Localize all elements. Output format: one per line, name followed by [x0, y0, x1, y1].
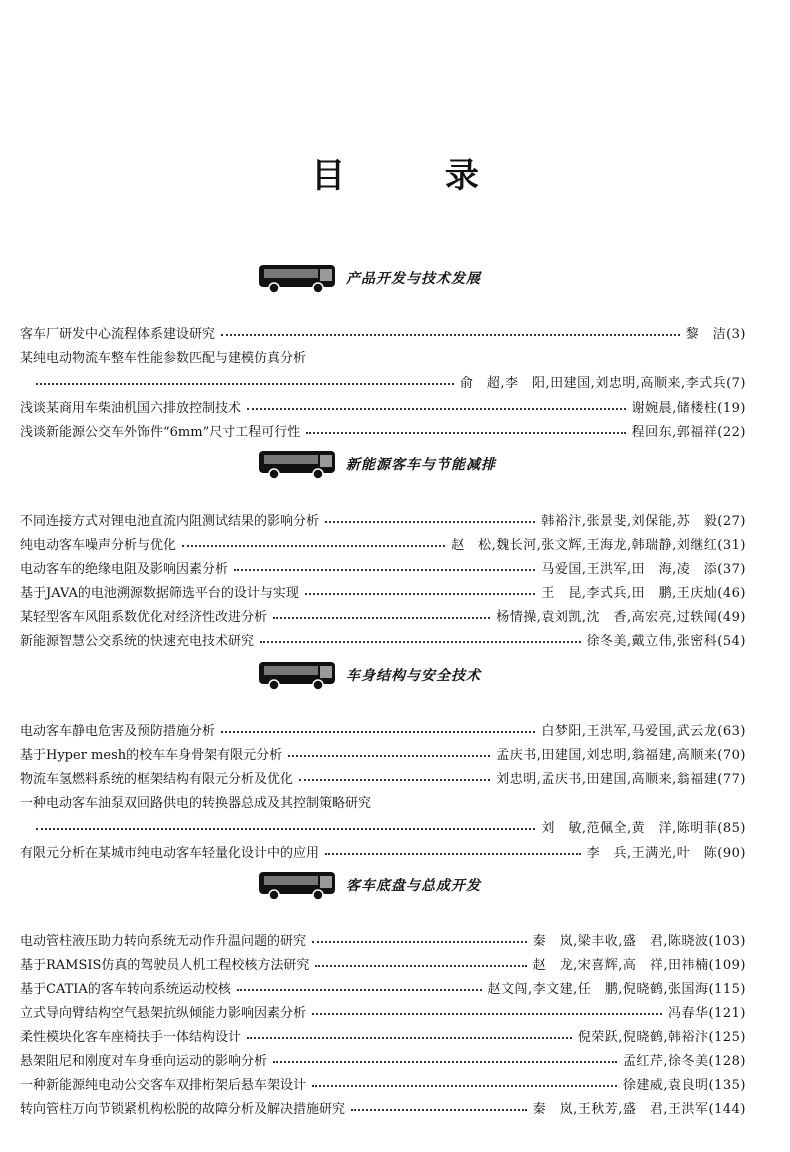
entry-title: 某纯电动物流车整车性能参数匹配与建模仿真分析 — [20, 350, 307, 366]
entry-title: 一种新能源纯电动公交客车双排桁架后悬车架设计 — [20, 1077, 307, 1093]
entry-title: 物流车氢燃料系统的框架结构有限元分析及优化 — [20, 771, 294, 787]
toc-entry[interactable] — [20, 345, 746, 367]
entry-authors-page: 赵 松,魏长河,张文辉,王海龙,韩瑞静,刘继红(31) — [451, 537, 746, 553]
leader-dots — [247, 1037, 572, 1039]
leader-dots — [306, 432, 625, 434]
toc-entry[interactable] — [20, 1024, 746, 1046]
entry-authors-page: 白梦阳,王洪军,马爱国,武云龙(63) — [541, 723, 746, 739]
leader-dots — [221, 334, 680, 336]
toc-entry[interactable] — [20, 976, 746, 998]
entry-title: 基于RAMSIS仿真的驾驶员人机工程校核方法研究 — [20, 957, 310, 973]
entry-authors-page: 秦 岚,梁丰收,盛 君,陈晓波(103) — [532, 933, 746, 949]
toc-entry[interactable] — [20, 790, 746, 812]
entry-title: 某轻型客车风阻系数优化对经济性改进分析 — [20, 609, 268, 625]
entry-authors-page: 韩裕汴,张景斐,刘保能,苏 毅(27) — [541, 513, 746, 529]
entry-authors-page: 马爱国,王洪军,田 海,凌 添(37) — [541, 561, 746, 577]
entry-authors-page: 谢婉晨,储楼柱(19) — [631, 400, 746, 416]
entry-title: 基于JAVA的电池溯源数据筛选平台的设计与实现 — [20, 585, 299, 601]
bus-icon — [258, 262, 336, 294]
toc-entry[interactable] — [20, 928, 746, 950]
toc-entry[interactable] — [20, 556, 746, 578]
entry-title: 基于CATIA的客车转向系统运动校核 — [20, 981, 231, 997]
section-title: 产品开发与技术发展 — [346, 271, 481, 287]
toc-entry[interactable] — [20, 580, 746, 602]
leader-dots — [260, 641, 581, 643]
toc-entry[interactable] — [20, 1000, 746, 1022]
entry-authors-page: 程回东,郭福祥(22) — [631, 424, 746, 440]
entry-authors-page: 黎 洁(3) — [685, 326, 746, 342]
entry-title: 纯电动客车噪声分析与优化 — [20, 537, 177, 553]
leader-dots — [325, 853, 581, 855]
section-title: 车身结构与安全技术 — [346, 668, 481, 684]
leader-dots — [273, 1061, 617, 1063]
entry-title: 悬架阻尼和刚度对车身垂向运动的影响分析 — [20, 1053, 268, 1069]
toc-entry-continuation — [36, 815, 746, 837]
entry-authors-page: 秦 岚,王秋芳,盛 君,王洪军(144) — [532, 1101, 746, 1117]
toc-entry[interactable] — [20, 840, 746, 862]
leader-dots — [312, 1085, 617, 1087]
section-header — [258, 865, 481, 905]
entry-title: 立式导向臂结构空气悬架抗纵倾能力影响因素分析 — [20, 1005, 307, 1021]
entry-title: 客车厂研发中心流程体系建设研究 — [20, 326, 216, 342]
toc-entry[interactable] — [20, 321, 746, 343]
leader-dots — [312, 941, 527, 943]
toc-entry[interactable] — [20, 604, 746, 626]
leader-dots — [305, 593, 536, 595]
entry-authors-page: 刘忠明,孟庆书,田建国,高顺来,翁福建(77) — [496, 771, 746, 787]
section-title: 客车底盘与总成开发 — [346, 878, 481, 894]
toc-entry-continuation — [36, 370, 746, 392]
entry-authors-page: 赵文闯,李文建,任 鹏,倪晓鹤,张国海(115) — [487, 981, 746, 997]
leader-dots — [351, 1109, 527, 1111]
leader-dots — [221, 731, 535, 733]
bus-icon — [258, 448, 336, 480]
entry-title: 浅谈新能源公交车外饰件“6mm”尺寸工程可行性 — [20, 424, 301, 440]
section-title: 新能源客车与节能减排 — [346, 457, 496, 473]
entry-authors-page: 冯春华(121) — [668, 1005, 746, 1021]
entry-title: 电动客车静电危害及预防措施分析 — [20, 723, 216, 739]
entry-title: 不同连接方式对锂电池直流内阻测试结果的影响分析 — [20, 513, 320, 529]
section-header — [258, 655, 481, 695]
leader-dots — [182, 545, 445, 547]
toc-entry[interactable] — [20, 532, 746, 554]
toc-entry[interactable] — [20, 1096, 746, 1118]
leader-dots — [299, 779, 490, 781]
toc-entry[interactable] — [20, 766, 746, 788]
entry-title: 电动客车的绝缘电阻及影响因素分析 — [20, 561, 229, 577]
leader-dots — [247, 408, 626, 410]
entry-title: 一种电动客车油泵双回路供电的转换器总成及其控制策略研究 — [20, 795, 372, 811]
page-title: 目 录 — [311, 156, 523, 196]
entry-title: 新能源智慧公交系统的快速充电技术研究 — [20, 633, 255, 649]
entry-authors-page: 徐冬美,戴立伟,张密科(54) — [586, 633, 746, 649]
entry-authors-page: 孟庆书,田建国,刘忠明,翁福建,高顺来(70) — [496, 747, 746, 763]
leader-dots — [273, 617, 490, 619]
entry-authors-page: 徐建威,袁良明(135) — [622, 1077, 746, 1093]
entry-authors-page: 李 兵,王满光,叶 陈(90) — [586, 845, 746, 861]
leader-dots — [234, 569, 535, 571]
entry-authors-page: 赵 龙,宋喜辉,高 祥,田祎楠(109) — [532, 957, 746, 973]
leader-dots — [315, 965, 526, 967]
leader-dots — [288, 755, 490, 757]
toc-entry[interactable] — [20, 508, 746, 530]
bus-icon — [258, 869, 336, 901]
entry-title: 柔性模块化客车座椅扶手一体结构设计 — [20, 1029, 242, 1045]
toc-entry[interactable] — [20, 628, 746, 650]
entry-authors-page: 王 昆,李式兵,田 鹏,王庆灿(46) — [541, 585, 746, 601]
entry-title: 浅谈某商用车柴油机国六排放控制技术 — [20, 400, 242, 416]
section-header — [258, 444, 496, 484]
entry-authors-page: 倪荣跃,倪晓鹤,韩裕汴(125) — [577, 1029, 746, 1045]
leader-dots — [36, 383, 454, 385]
toc-entry[interactable] — [20, 952, 746, 974]
entry-title: 基于Hyper mesh的校车车身骨架有限元分析 — [20, 747, 283, 763]
toc-entry[interactable] — [20, 1072, 746, 1094]
toc-entry[interactable] — [20, 718, 746, 740]
entry-title: 有限元分析在某城市纯电动客车轻量化设计中的应用 — [20, 845, 320, 861]
toc-entry[interactable] — [20, 1048, 746, 1070]
entry-title: 转向管柱万向节锁紧机构松脱的故障分析及解决措施研究 — [20, 1101, 346, 1117]
toc-entry[interactable] — [20, 742, 746, 764]
toc-entry[interactable] — [20, 419, 746, 441]
toc-entry[interactable] — [20, 395, 746, 417]
entry-authors-page: 刘 敏,范佩全,黄 洋,陈明菲(85) — [541, 820, 746, 836]
entry-title: 电动管柱液压助力转向系统无动作升温问题的研究 — [20, 933, 307, 949]
entry-authors-page: 孟红芹,徐冬美(128) — [622, 1053, 746, 1069]
leader-dots — [237, 989, 482, 991]
entry-authors-page: 俞 超,李 阳,田建国,刘忠明,高顺来,李式兵(7) — [459, 375, 746, 391]
leader-dots — [325, 521, 535, 523]
leader-dots — [312, 1013, 662, 1015]
entry-authors-page: 杨情操,袁刘凯,沈 香,高宏亮,过轶闻(49) — [496, 609, 746, 625]
bus-icon — [258, 659, 336, 691]
leader-dots — [36, 828, 535, 830]
section-header — [258, 258, 481, 298]
